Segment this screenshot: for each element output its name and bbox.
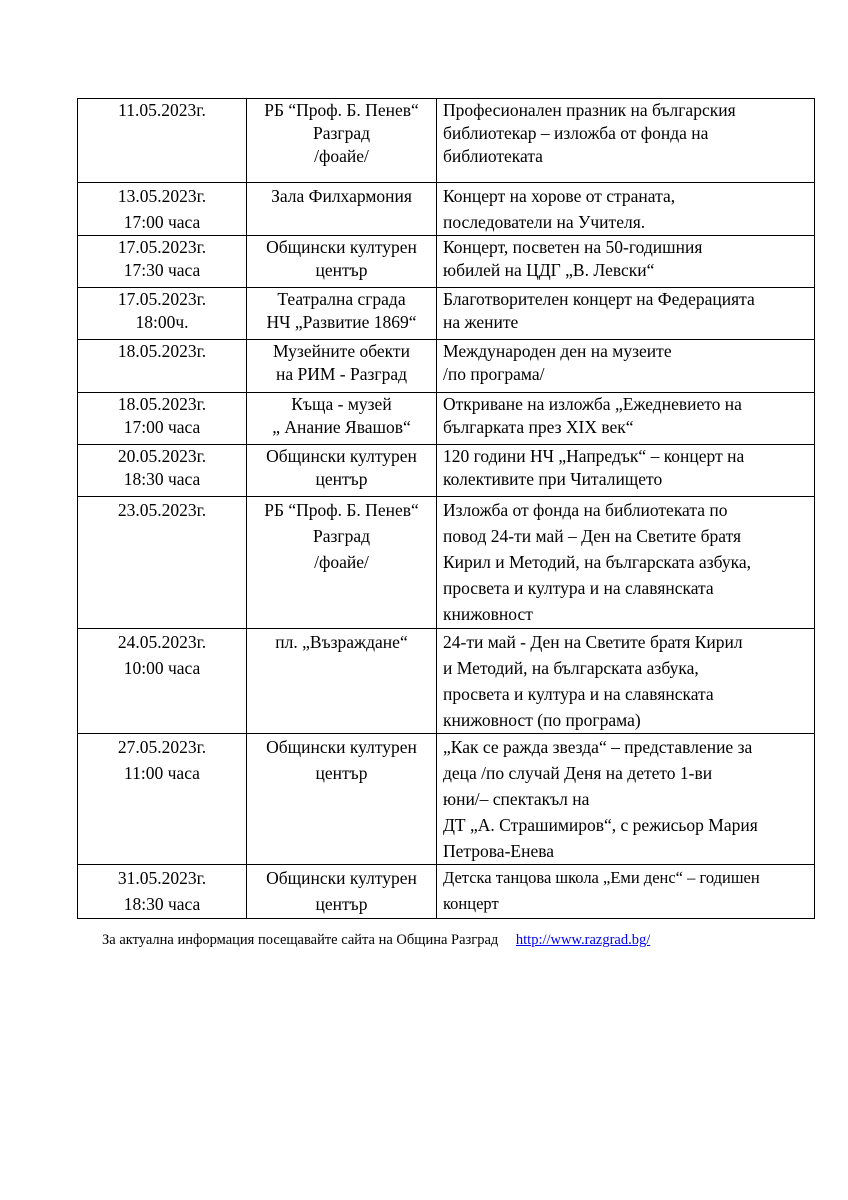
description-line: Откриване на изложба „Ежедневието на [443, 394, 742, 414]
place-line: РБ “Проф. Б. Пенев“ [264, 100, 419, 120]
description-line: Концерт, посветен на 50-годишния [443, 237, 703, 257]
description-line: библиотекар – изложба от фонда на [443, 123, 709, 143]
date-cell [78, 865, 247, 919]
place-line: център [315, 894, 368, 914]
description-cell [437, 236, 815, 288]
description-line: Международен ден на музеите [443, 341, 672, 361]
place-line: Общински културен [266, 737, 417, 757]
description-line: библиотеката [443, 146, 543, 166]
place-cell [247, 99, 437, 183]
description-cell [437, 629, 815, 734]
date-line: 17:30 часа [123, 260, 201, 280]
place-line: Разград [312, 526, 370, 546]
website-link[interactable]: http://www.razgrad.bg/ [515, 932, 651, 948]
place-line: РБ “Проф. Б. Пенев“ [264, 500, 419, 520]
description-cell [437, 734, 815, 865]
date-line: 17:00 часа [123, 212, 201, 232]
place-cell [247, 734, 437, 865]
place-line: Зала Филхармония [271, 186, 412, 206]
place-cell [247, 340, 437, 393]
description-cell [437, 393, 815, 445]
place-line: център [315, 469, 368, 489]
description-line: последователи на Учителя. [443, 212, 646, 232]
date-cell [78, 236, 247, 288]
table-row [78, 629, 815, 734]
place-cell [247, 183, 437, 236]
date-cell [78, 629, 247, 734]
place-cell [247, 445, 437, 497]
description-line: Петрова-Енева [443, 841, 555, 861]
date-line: 11.05.2023г. [118, 100, 206, 120]
place-cell [247, 629, 437, 734]
description-line: Кирил и Методий, на българската азбука, [443, 552, 751, 572]
date-line: 23.05.2023г. [117, 500, 207, 520]
date-cell [78, 340, 247, 393]
description-cell [437, 183, 815, 236]
place-line: /фоайе/ [314, 146, 369, 166]
place-cell [247, 393, 437, 445]
footer-text: За актуална информация посещавайте сайта на Община Разград [102, 932, 499, 948]
description-line: /по програма/ [443, 364, 545, 384]
date-line: 17:00 часа [123, 417, 201, 437]
date-line: 11:00 часа [124, 763, 200, 783]
table-row [78, 99, 815, 183]
description-line: книжовност (по програма) [443, 710, 641, 730]
date-line: 13.05.2023г. [117, 186, 207, 206]
date-line: 18.05.2023г. [117, 394, 207, 414]
description-line: 120 години НЧ „Напредък“ – концерт на [443, 446, 745, 466]
description-cell [437, 288, 815, 340]
description-cell [437, 865, 815, 919]
place-line: Къща - музей [291, 394, 392, 414]
date-cell [78, 183, 247, 236]
date-line: 17.05.2023г. [117, 289, 207, 309]
table-row [78, 340, 815, 393]
date-line: 20.05.2023г. [117, 446, 207, 466]
description-line: просвета и култура и на славянската [443, 578, 714, 598]
place-line: Разград [312, 123, 370, 143]
place-line: Общински културен [266, 868, 417, 888]
table-row [78, 734, 815, 865]
table-row [78, 236, 815, 288]
place-line: на РИМ - Разград [275, 364, 408, 384]
date-line: 18:30 часа [123, 894, 201, 914]
date-line: 18.05.2023г. [117, 341, 207, 361]
description-line: Благотворителен концерт на Федерацията [443, 289, 755, 309]
place-cell [247, 236, 437, 288]
date-line: 10:00 часа [123, 658, 201, 678]
place-line: Общински културен [266, 237, 417, 257]
description-line: и Методий, на българската азбука, [443, 658, 699, 678]
date-line: 31.05.2023г. [117, 868, 207, 888]
description-line: повод 24-ти май – Ден на Светите братя [443, 526, 742, 546]
date-cell [78, 393, 247, 445]
date-line: 24.05.2023г. [117, 632, 207, 652]
date-line: 18:30 часа [123, 469, 201, 489]
description-line: ДТ „А. Страшимиров“, с режисьор Мария [443, 815, 758, 835]
place-line: Музейните обекти [273, 341, 410, 361]
description-line: юбилей на ЦДГ „В. Левски“ [443, 260, 655, 280]
place-line: център [315, 763, 368, 783]
date-cell [78, 288, 247, 340]
footer-note [102, 932, 650, 949]
date-line: 18:00ч. [135, 312, 189, 332]
table-row [78, 497, 815, 629]
date-line: 27.05.2023г. [117, 737, 207, 757]
description-line: Професионален празник на българския [443, 100, 736, 120]
description-line: просвета и култура и на славянската [443, 684, 714, 704]
description-line: концерт [443, 894, 499, 913]
date-cell [78, 497, 247, 629]
table-row [78, 445, 815, 497]
description-line: Концерт на хорове от страната, [443, 186, 676, 206]
description-line: 24-ти май - Ден на Светите братя Кирил [443, 632, 743, 652]
description-line: „Как се ражда звезда“ – представление за [443, 737, 753, 757]
place-cell [247, 497, 437, 629]
description-line: юни/– спектакъл на [443, 789, 590, 809]
description-line: Детска танцова школа „Еми денс“ – годишен [443, 868, 760, 887]
description-line: книжовност [443, 604, 533, 624]
table-row [78, 865, 815, 919]
date-cell [78, 99, 247, 183]
place-line: НЧ „Развитие 1869“ [266, 312, 417, 332]
description-line: деца /по случай Деня на детето 1-ви [443, 763, 713, 783]
place-line: „ Анание Явашов“ [272, 417, 411, 437]
table-row [78, 183, 815, 236]
place-line: център [315, 260, 368, 280]
description-cell [437, 340, 815, 393]
date-line: 17.05.2023г. [117, 237, 207, 257]
description-line: колективите при Читалището [443, 469, 663, 489]
date-cell [78, 734, 247, 865]
place-cell [247, 865, 437, 919]
description-cell [437, 497, 815, 629]
date-cell [78, 445, 247, 497]
description-line: българката през XIX век“ [443, 417, 634, 437]
place-line: пл. „Възраждане“ [275, 632, 408, 652]
place-line: Общински културен [266, 446, 417, 466]
table-row [78, 393, 815, 445]
place-line: Театрална сграда [277, 289, 406, 309]
description-line: на жените [443, 312, 519, 332]
description-line: Изложба от фонда на библиотеката по [443, 500, 728, 520]
place-cell [247, 288, 437, 340]
description-cell [437, 99, 815, 183]
description-cell [437, 445, 815, 497]
table-row [78, 288, 815, 340]
events-table [77, 98, 815, 919]
place-line: /фоайе/ [314, 552, 369, 572]
